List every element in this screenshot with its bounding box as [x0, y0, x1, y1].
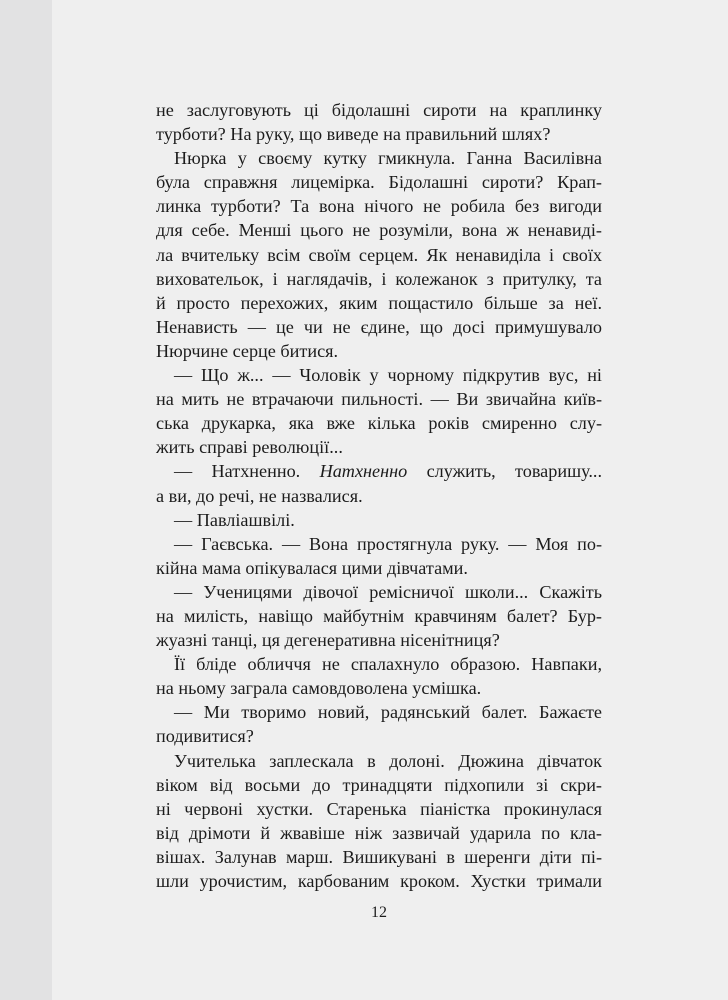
text-line: ська друкарка, яка вже кілька років смиренно слу- — [156, 413, 602, 434]
text-line: Нюрчине серце битися. — [156, 340, 339, 361]
text-line: на мить не втрачаючи пильності. — Ви звичайна київ- — [156, 389, 602, 410]
text-line: — Ученицями дівочої ремісничої школи... Скажіть — [174, 581, 602, 602]
text-line: від дрімоти й жвавіше ніж зазвичай ударила по кла- — [156, 822, 602, 843]
text-line: була справжня лицемірка. Бідолашні сироти? Крап- — [156, 172, 602, 193]
text-line: Ненависть — це чи не єдине, що досі примушувало — [156, 316, 602, 337]
text-line: ла вчительку всім своїм серцем. Як ненавиділа і своїх — [156, 244, 602, 265]
text-line: — Гаєвська. — Вона простягнула руку. — Моя по- — [174, 533, 602, 554]
text-line: віком від восьми до тринадцяти підхопили зі скри- — [156, 774, 602, 795]
text-line: — Павліашвілі. — [174, 509, 295, 530]
text-line: на милість, навіщо майбутнім кравчиням балет? Бур- — [156, 605, 602, 626]
text-line-part: — Натхненно. — [174, 461, 320, 482]
text-line: турботи? На руку, що виведе на правильний шлях? — [156, 124, 551, 145]
text-line: Її бліде обличчя не спалахнуло образою. Навпаки, — [174, 654, 602, 675]
text-line: подивитися? — [156, 726, 254, 747]
text-line: Нюрка у своєму кутку гмикнула. Ганна Василівна — [174, 148, 602, 169]
text-line: — Що ж... — Чоловік у чорному підкрутив вус, ні — [174, 365, 602, 386]
text-line — [156, 459, 602, 483]
text-line: линка турботи? Та вона нічого не робила без вигоди — [156, 196, 602, 217]
text-line: вішах. Залунав марш. Вишикувані в шеренги діти пі- — [156, 846, 602, 867]
text-line: ні червоні хустки. Старенька піаністка прокинулася — [156, 798, 602, 819]
text-line: жуазні танці, ця дегенеративна нісенітниця? — [156, 630, 500, 651]
text-line: виховательок, і наглядачів, і колежанок з притулку, та — [156, 268, 602, 289]
page-number-area — [156, 904, 602, 922]
emphasis-text: Натхненно — [319, 461, 408, 482]
text-line: жить справі революції... — [156, 437, 343, 458]
text-line: на ньому заграла самовдоволена усмішка. — [156, 678, 482, 699]
text-line: — Ми творимо новий, радянський балет. Бажаєте — [174, 702, 602, 723]
text-line: шли урочистим, карбованим кроком. Хустки тримали — [156, 871, 602, 891]
text-line: й просто перехожих, яким пощастило більше за неї. — [156, 292, 602, 313]
text-line: а ви, до речі, не назвалися. — [156, 485, 363, 506]
text-line: Учителька заплескала в долоні. Дюжина дівчаток — [174, 750, 602, 771]
text-line: кійна мама опікувалася цими дівчатами. — [156, 557, 468, 578]
text-line: для себе. Менші цього не розуміли, вона ж ненавиді- — [156, 220, 602, 241]
text-line-part: служить, товаришу... — [407, 461, 602, 482]
page-text — [156, 98, 602, 893]
text-line: не заслуговують ці бідолашні сироти на краплинку — [156, 100, 602, 120]
page-number: 12 — [371, 904, 387, 921]
